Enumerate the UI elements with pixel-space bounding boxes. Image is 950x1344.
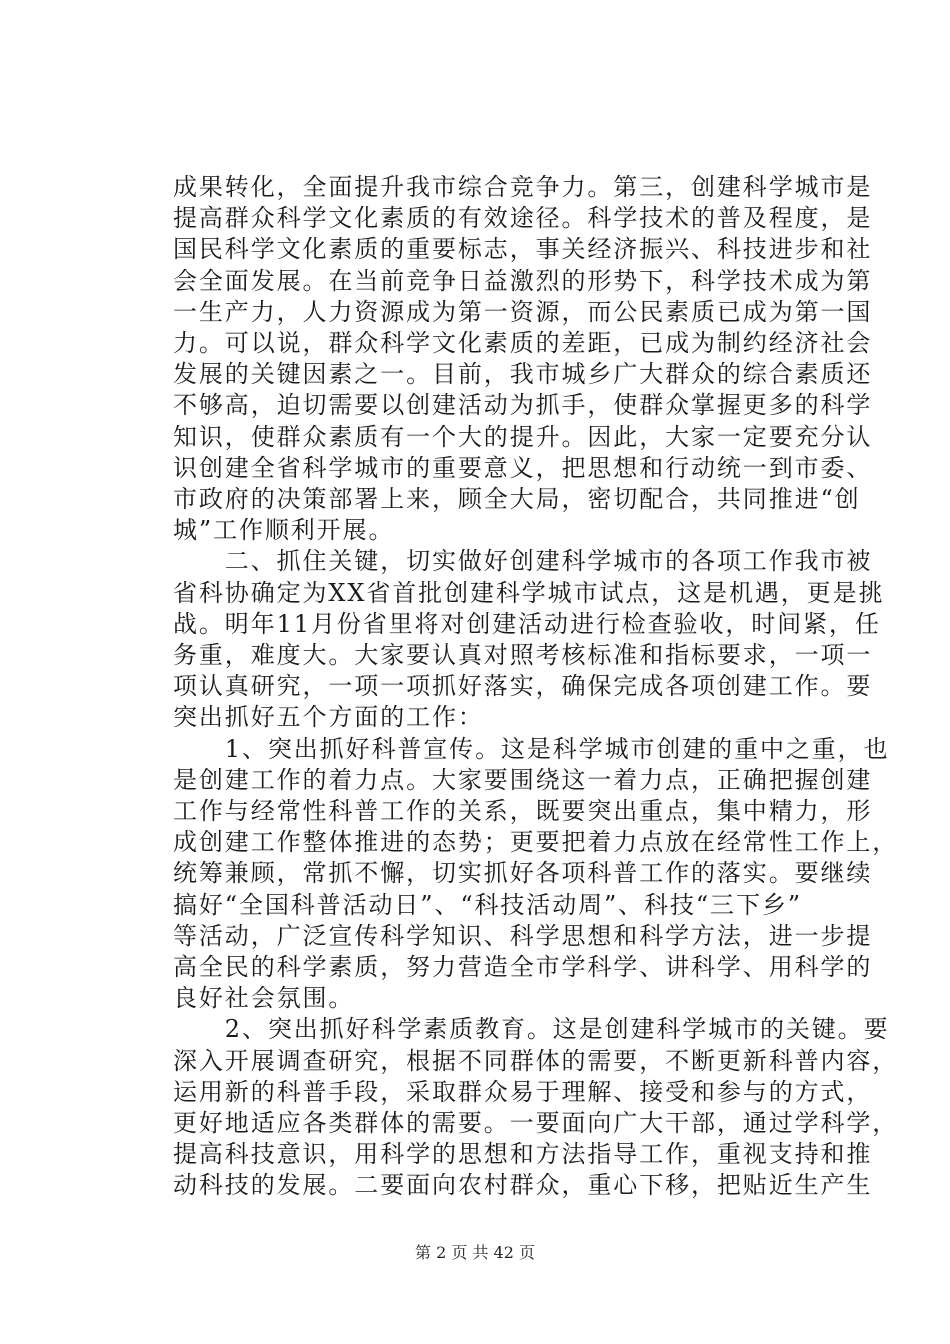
text-line: 成创建工作整体推进的态势；更要把着力点放在经常性工作上， bbox=[173, 828, 899, 857]
text-line: 高全民的科学素质，努力营造全市学科学、讲科学、用科学的 bbox=[173, 953, 873, 981]
text-line: 良好社会氛围。 bbox=[173, 984, 355, 1013]
text-line: 深入开展调查研究，根据不同群体的需要，不断更新科普内容， bbox=[173, 1046, 899, 1075]
text-line: 战。明年11月份省里将对创建活动进行检查验收，时间紧，任 bbox=[173, 609, 881, 638]
text-line: 知识，使群众素质有一个大的提升。因此，大家一定要充分认 bbox=[173, 422, 873, 451]
text-line: 动科技的发展。二要面向农村群众，重心下移，把贴近生产生 bbox=[173, 1171, 873, 1200]
text-line: 国民科学文化素质的重要标志，事关经济振兴、科技进步和社 bbox=[173, 235, 873, 264]
text-line: 发展的关键因素之一。目前，我市城乡广大群众的综合素质还 bbox=[173, 360, 873, 389]
text-line: 会全面发展。在当前竞争日益激烈的形势下，科学技术成为第 bbox=[173, 266, 873, 295]
text-line: 一生产力，人力资源成为第一资源，而公民素质已成为第一国 bbox=[173, 297, 873, 326]
text-line: 成果转化，全面提升我市综合竞争力。第三，创建科学城市是 bbox=[173, 173, 873, 201]
text-line: 更好地适应各类群体的需要。一要面向广大干部，通过学科学， bbox=[173, 1109, 899, 1137]
text-line: 统筹兼顾，常抓不懈，切实抓好各项科普工作的落实。要继续 bbox=[173, 859, 873, 888]
text-line: 运用新的科普手段，采取群众易于理解、接受和参与的方式， bbox=[173, 1077, 873, 1106]
text-line: 提高科技意识，用科学的思想和方法指导工作，重视支持和推 bbox=[173, 1140, 873, 1169]
text-line: 2、突出抓好科学素质教育。这是创建科学城市的关键。要 bbox=[173, 1015, 890, 1044]
text-line: 市政府的决策部署上来，顾全大局，密切配合，共同推进“创 bbox=[173, 485, 861, 513]
text-line: 工作与经常性科普工作的关系，既要突出重点，集中精力，形 bbox=[173, 797, 873, 825]
page-footer: 第 2 页 共 42 页 bbox=[415, 1243, 535, 1262]
text-line: 识创建全省科学城市的重要意义，把思想和行动统一到市委、 bbox=[173, 453, 873, 482]
text-line: 省科协确定为XX省首批创建科学城市试点，这是机遇，更是挑 bbox=[173, 578, 885, 607]
text-line: 1、突出抓好科普宣传。这是科学城市创建的重中之重，也 bbox=[173, 734, 890, 763]
text-line: 提高群众科学文化素质的有效途径。科学技术的普及程度，是 bbox=[173, 204, 873, 233]
text-line: 等活动，广泛宣传科学知识、科学思想和科学方法，进一步提 bbox=[173, 921, 873, 950]
text-line: 力。可以说，群众科学文化素质的差距，已成为制约经济社会 bbox=[173, 329, 873, 357]
text-line: 突出抓好五个方面的工作： bbox=[173, 703, 484, 732]
text-line: 项认真研究，一项一项抓好落实，确保完成各项创建工作。要 bbox=[173, 672, 873, 701]
text-line: 是创建工作的着力点。大家要围绕这一着力点，正确把握创建 bbox=[173, 765, 873, 794]
text-line: 搞好“全国科普活动日”、“科技活动周”、科技“三下乡” bbox=[173, 890, 802, 919]
text-line: 二、抓住关键，切实做好创建科学城市的各项工作我市被 bbox=[173, 547, 873, 576]
text-line: 不够高，迫切需要以创建活动为抓手，使群众掌握更多的科学 bbox=[173, 391, 873, 420]
text-line: 城”工作顺利开展。 bbox=[173, 516, 395, 545]
text-line: 务重，难度大。大家要认真对照考核标准和指标要求，一项一 bbox=[173, 641, 873, 669]
